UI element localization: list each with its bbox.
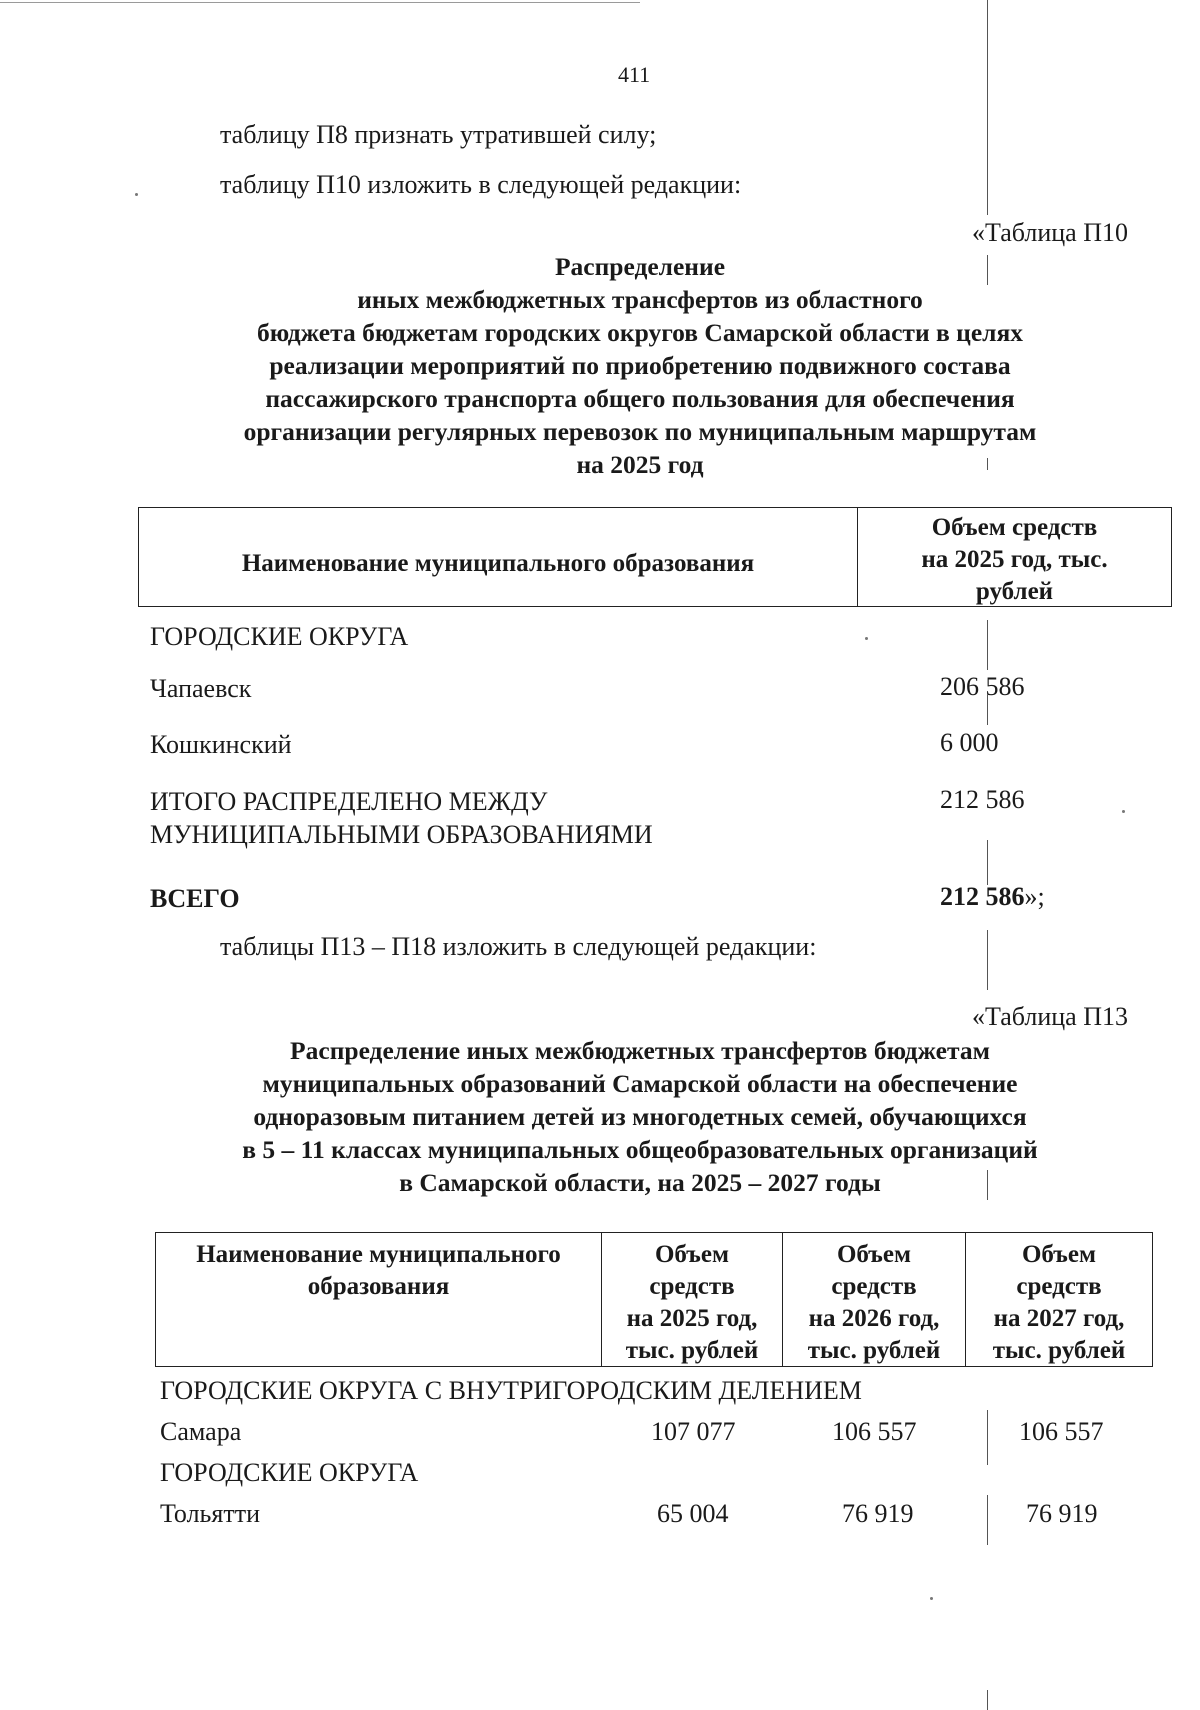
header-line: на 2026 год, [808,1305,940,1332]
table-tag: «Таблица П13 [972,1002,1128,1031]
table-row-value-2027: 106 557 [1019,1417,1104,1446]
scan-vertical-line [987,620,988,670]
subtotal-value: 212 586 [940,785,1025,814]
title-line: организации регулярных перевозок по муниципальным маршрутам [243,417,1037,446]
title-line: в 5 – 11 классах муниципальных общеобразовательных организаций [242,1135,1038,1164]
title-line: в Самарской области, на 2025 – 2027 годы [399,1168,881,1197]
table-row-value: 206 586 [940,672,1025,701]
column-header-name: Наименование муниципального образования [139,508,858,606]
header-line: на 2025 год, [626,1305,758,1332]
table-row-name: Тольятти [160,1499,261,1528]
title-line: муниципальных образований Самарской области на обеспечение [262,1069,1018,1098]
column-header-name [156,1233,602,1366]
scan-speck [930,1597,933,1600]
table-row-value-2026: 76 919 [842,1499,914,1528]
column-header-2027 [966,1233,1152,1366]
header-line: Объем [836,1241,912,1268]
header-line: тыс. рублей [807,1337,941,1364]
table-row-value-2025: 65 004 [657,1499,729,1528]
header-line: средств [1016,1273,1102,1300]
table-row-name: Чапаевск [150,674,252,703]
scan-vertical-line [987,0,988,215]
scan-vertical-line [987,1690,988,1710]
header-line: образования [307,1273,450,1300]
scan-speck [1122,810,1125,813]
table-header [138,507,1172,607]
table-row-name: Кошкинский [150,730,292,759]
title-line: иных межбюджетных трансфертов из областного [357,285,923,314]
section-heading: ГОРОДСКИЕ ОКРУГА С ВНУТРИГОРОДСКИМ ДЕЛЕНИЕМ [160,1376,862,1405]
intro-line: таблицу П10 изложить в следующей редакции: [220,170,742,199]
header-line: тыс. рублей [625,1337,759,1364]
column-header-amount [858,508,1171,606]
transition-line: таблицы П13 – П18 изложить в следующей редакции: [220,932,817,961]
scan-vertical-line [987,930,988,990]
header-line: на 2025 год, тыс. [921,546,1108,573]
column-header-2025 [602,1233,783,1366]
table-title [160,250,1120,481]
column-header-2026 [783,1233,966,1366]
header-line: средств [649,1273,735,1300]
table-row-value-2026: 106 557 [832,1417,917,1446]
header-line: рублей [975,578,1054,605]
title-line: реализации мероприятий по приобретению подвижного состава [269,351,1011,380]
header-line: Объем средств [931,514,1098,541]
table-tag: «Таблица П10 [972,218,1128,247]
total-amount: 212 586 [940,882,1025,911]
table-row-value-2027: 76 919 [1026,1499,1098,1528]
table-row-value-2025: 107 077 [651,1417,736,1446]
subtotal-label-line: МУНИЦИПАЛЬНЫМИ ОБРАЗОВАНИЯМИ [150,820,653,849]
header-line: средств [831,1273,917,1300]
scan-speck [865,637,868,640]
scan-vertical-line [987,840,988,885]
title-line: Распределение [554,252,726,281]
header-line: Объем [654,1241,730,1268]
subtotal-label [150,785,653,851]
title-line: на 2025 год [576,450,704,479]
page-number: 411 [618,62,651,87]
title-line: одноразовым питанием детей из многодетных семей, обучающихся [253,1102,1027,1131]
total-suffix: »; [1024,882,1045,911]
table-row-name: Самара [160,1417,242,1446]
section-heading: ГОРОДСКИЕ ОКРУГА [150,622,409,651]
subtotal-label-line: ИТОГО РАСПРЕДЕЛЕНО МЕЖДУ [150,787,548,816]
header-line: на 2027 год, [993,1305,1125,1332]
scan-vertical-line [987,1410,988,1465]
intro-line: таблицу П8 признать утратившей силу; [220,120,657,149]
header-line: Объем [1021,1241,1097,1268]
header-line: Наименование муниципального [196,1241,561,1268]
scan-speck [135,193,138,196]
scan-vertical-line [987,1495,988,1545]
title-line: пассажирского транспорта общего пользования для обеспечения [265,384,1015,413]
table-header [155,1232,1153,1367]
section-heading: ГОРОДСКИЕ ОКРУГА [160,1458,419,1487]
title-line: Распределение иных межбюджетных трансфертов бюджетам [290,1036,990,1065]
table-title [160,1034,1120,1199]
scan-edge-line [0,2,640,3]
header-line: тыс. рублей [992,1337,1126,1364]
title-line: бюджета бюджетам городских округов Самарской области в целях [256,318,1024,347]
total-label: ВСЕГО [150,884,240,913]
table-row-value: 6 000 [940,728,999,757]
total-value [940,882,1045,912]
